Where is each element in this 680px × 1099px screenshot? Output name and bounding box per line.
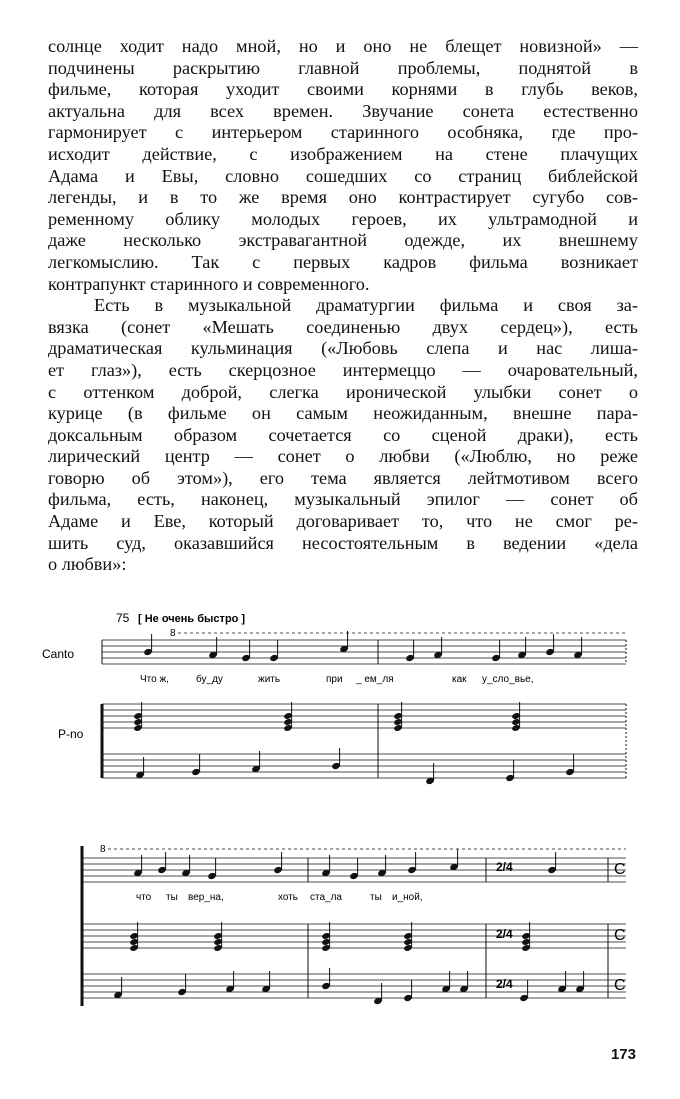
- lyric: хоть: [278, 892, 299, 903]
- score-system-2: [78, 840, 630, 1020]
- piano-treble-staff: [102, 704, 626, 728]
- text-line: актуальна для всех времен. Звучание сонета естественно: [48, 100, 638, 121]
- text-line: шить суд, оказавшийся несостоятельным в ведении «дела: [48, 532, 638, 553]
- piano-chords: [129, 922, 530, 952]
- text-line: солнце ходит надо мной, но и оно не блещет новизной» —: [48, 36, 638, 56]
- lyric: _ ем_ля: [356, 674, 394, 685]
- common-time: C: [614, 977, 626, 994]
- text-line: фильма, есть, наконец, музыкальный эпилог — сонет об: [48, 489, 638, 510]
- text-line: ет глаз»), есть скерцозное интермеццо — очаровательный,: [48, 359, 638, 380]
- text-line: гармонирует с интерьером старинного особняка, где про-: [48, 122, 638, 143]
- text-line: вязка (сонет «Мешать соединенью двух сердец»), есть: [48, 316, 638, 337]
- voice-notes: [133, 849, 557, 880]
- lyric: и_ной,: [392, 892, 423, 903]
- text-line: легкомыслию. Так с первых кадров фильма возникает: [48, 251, 638, 272]
- text-line: Есть в музыкальной драматургии фильма и своя за-: [94, 295, 638, 316]
- lyric: жить: [258, 674, 281, 685]
- time-signature: 2/4: [496, 977, 513, 991]
- lyrics-row: [136, 892, 423, 903]
- lyric: ты: [166, 892, 178, 903]
- text-line: доксальным образом сочетается со сценой драки), есть: [48, 424, 638, 445]
- text-line: исходит действие, с изображением на стене плачущих: [48, 143, 638, 164]
- text-line: с оттенком доброй, слегка иронической улыбки сонет о: [48, 381, 638, 402]
- text-line: даже несколько экстравагантной одежде, их внешнему: [48, 230, 638, 251]
- text-line: ременному облику молодых героев, их ультрамодной и: [48, 208, 638, 229]
- lyric: ста_ла: [310, 892, 342, 903]
- time-signature: 2/4: [496, 927, 513, 941]
- time-signature: 2/4: [496, 860, 513, 874]
- text-line: лирический центр — сонет о любви («Люблю, но реже: [48, 446, 638, 467]
- text-line: курице (в фильме он самым неожиданным, внешне пара-: [48, 403, 638, 424]
- piano-chords: [133, 702, 520, 732]
- piano-bass-staff: [102, 754, 626, 778]
- tempo-marking: [ Не очень быстро ]: [138, 613, 246, 625]
- example-number: 75: [116, 611, 130, 625]
- text-line: говорю об этом»), его тема является лейтмотивом всего: [48, 467, 638, 488]
- text-line: контрапункт старинного и современного.: [48, 273, 370, 294]
- octave-mark: 8: [170, 628, 176, 639]
- common-time: C: [614, 861, 626, 878]
- text-line: Адама и Евы, словно сошедших со страниц библейской: [48, 165, 638, 186]
- text-line: драматическая кульминация («Любовь слепа и нас лиша-: [48, 338, 638, 359]
- octave-mark: 8: [100, 844, 106, 855]
- lyric: ты: [370, 892, 382, 903]
- bass-notes: [113, 968, 585, 1005]
- piano-bass-staff: [82, 974, 626, 998]
- piano-treble-staff: [82, 924, 626, 948]
- lyric: при: [326, 674, 343, 685]
- body-text: [48, 36, 638, 576]
- text-line: Адаме и Еве, который договаривает то, что не смог ре-: [48, 511, 638, 532]
- lyric: Что ж,: [140, 674, 169, 685]
- lyrics-row: [140, 673, 534, 685]
- voice-notes: [143, 631, 583, 662]
- text-line: о любви»:: [48, 554, 127, 575]
- text-line: подчинены раскрытию главной проблемы, поднятой в: [48, 57, 638, 78]
- piano-label: P-no: [58, 727, 84, 741]
- lyric: что: [136, 892, 152, 903]
- lyric: вер_на,: [188, 892, 224, 903]
- lyric: бу_ду: [196, 674, 223, 685]
- common-time: C: [614, 927, 626, 944]
- score-system-1: [42, 608, 630, 798]
- text-line: фильме, которая уходит своими корнями в глубь веков,: [48, 79, 638, 100]
- lyric: у_сло_вье,: [482, 674, 534, 685]
- lyric: как: [452, 674, 467, 685]
- voice-label: Canto: [42, 647, 75, 661]
- bass-notes: [135, 748, 575, 785]
- text-line: легенды, и в то же время оно контрастирует сугубо сов-: [48, 187, 638, 208]
- page-number: 173: [610, 1046, 636, 1063]
